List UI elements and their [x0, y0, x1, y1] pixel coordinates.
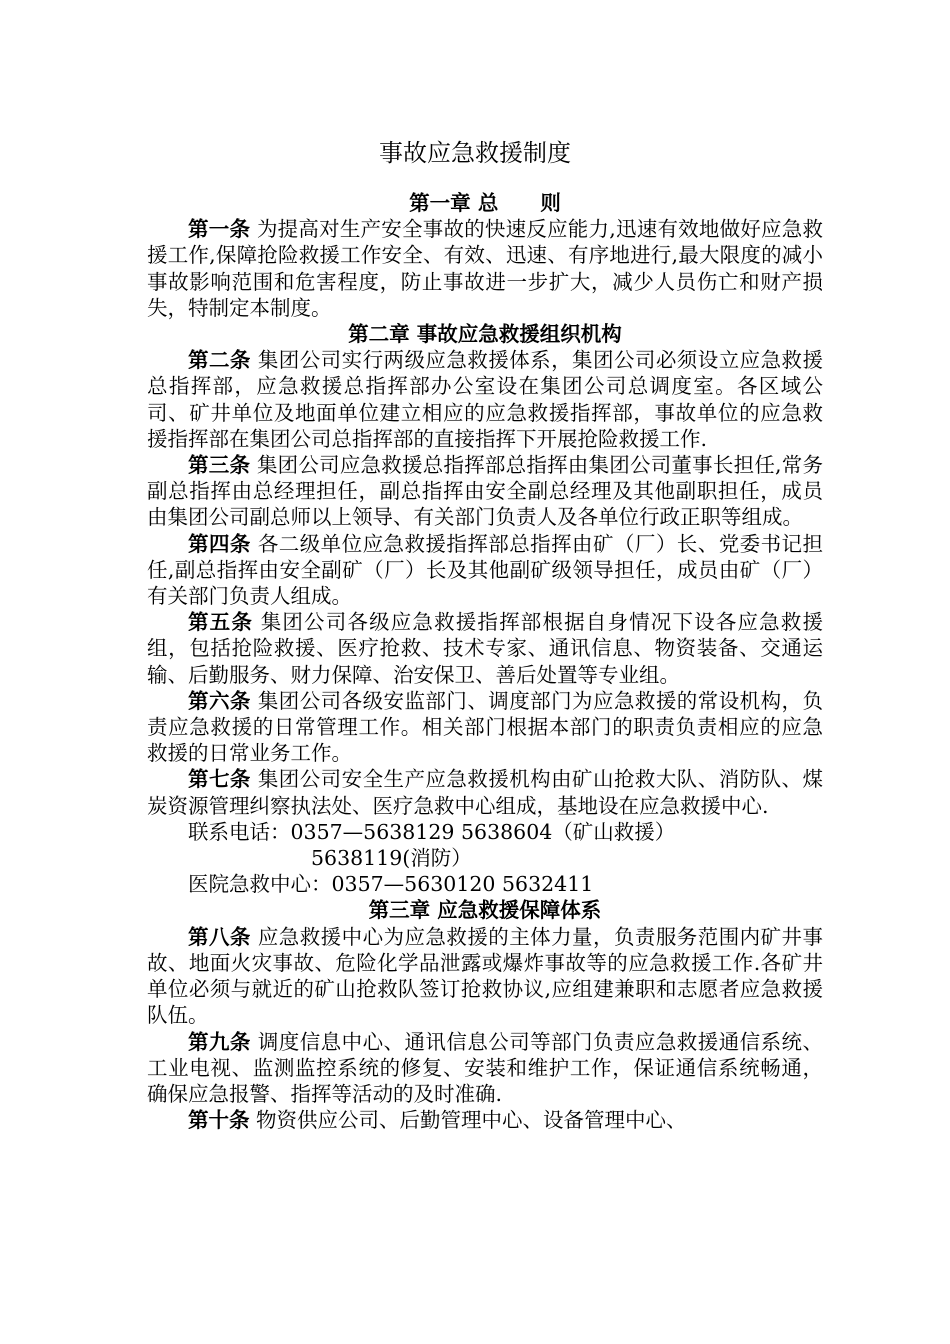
article-number: 第八条	[188, 924, 251, 949]
article-6	[147, 688, 823, 767]
article-text: 应急救援中心为应急救援的主体力量，负责服务范围内矿井事故、地面火灾事故、危险化学品泄露或爆炸事故等的应急救援工作.各矿井单位必须与就近的矿山抢救队签订抢救协议,应组建兼职和志愿者应急救援队伍。	[147, 924, 823, 1028]
chapter-1-title-a: 总	[477, 191, 499, 215]
contact-hospital-line: 医院急救中心：0357—5630120 5632411	[188, 872, 594, 897]
article-text: 各二级单位应急救援指挥部总指挥由矿（厂）长、党委书记担任,副总指挥由安全副矿（厂）长及其他副矿级领导担任，成员由矿（厂）有关部门负责人组成。	[147, 531, 823, 609]
article-text: 集团公司各级应急救援指挥部根据自身情况下设各应急救援组，包括抢险救援、医疗抢救、技术专家、通讯信息、物资装备、交通运输、后勤服务、财力保障、治安保卫、善后处置等专业组。	[147, 610, 824, 687]
chapter-1-heading	[147, 190, 823, 216]
article-9	[147, 1029, 823, 1108]
article-number: 第四条	[188, 531, 251, 556]
article-8	[147, 924, 823, 1029]
contact-phone-line: 联系电话：0357—5638129 5638604（矿山救援）	[188, 819, 676, 844]
document-body	[147, 190, 823, 1133]
article-text: 集团公司实行两级应急救援体系，集团公司必须设立应急救援总指挥部，应急救援总指挥部办公室设在集团公司总调度室。各区域公司、矿井单位及地面单位建立相应的应急救援指挥部，事故单位的应急救援指挥部在集团公司总指挥部的直接指挥下开展抢险救援工作.	[147, 348, 823, 451]
article-3	[147, 452, 823, 531]
article-7	[147, 766, 823, 818]
contact-fire-line: 5638119(消防）	[311, 846, 472, 871]
article-4	[147, 531, 823, 610]
chapter-1-title-b: 则	[540, 191, 561, 215]
article-text: 物资供应公司、后勤管理中心、设备管理中心、	[256, 1108, 687, 1133]
article-5	[147, 609, 823, 688]
article-10	[147, 1107, 823, 1133]
article-number: 第七条	[188, 767, 251, 792]
chapter-3-heading: 第三章 应急救援保障体系	[368, 898, 602, 923]
article-text: 为提高对生产安全事故的快速反应能力,迅速有效地做好应急救援工作,保障抢险救援工作安全、有效、迅速、有序地进行,最大限度的减小事故影响范围和危害程度，防止事故进一步扩大，减少人员伤亡和财产损失，特制定本制度。	[147, 217, 824, 320]
article-number: 第一条	[188, 217, 251, 242]
article-number: 第二条	[188, 348, 251, 373]
article-number: 第十条	[188, 1108, 250, 1133]
article-1	[147, 216, 823, 321]
article-number: 第六条	[188, 688, 251, 713]
article-number: 第九条	[188, 1029, 251, 1054]
chapter-1-number: 第一章	[409, 191, 471, 215]
document-title: 事故应急救援制度	[379, 139, 571, 167]
article-2	[147, 347, 823, 452]
article-number: 第五条	[188, 610, 254, 635]
article-text: 集团公司各级安监部门、调度部门为应急救援的常设机构，负责应急救援的日常管理工作。相关部门根据本部门的职责负责相应的应急救援的日常业务工作。	[147, 688, 823, 766]
article-text: 集团公司安全生产应急救援机构由矿山抢救大队、消防队、煤炭资源管理纠察执法处、医疗急救中心组成，基地设在应急救援中心.	[147, 767, 823, 818]
article-text: 集团公司应急救援总指挥部总指挥由集团公司董事长担任,常务副总指挥由总经理担任，副总指挥由安全副总经理及其他副职担任，成员由集团公司副总师以上领导、有关部门负责人及各单位行政正职等组成。	[147, 453, 824, 530]
article-text: 调度信息中心、通讯信息公司等部门负责应急救援通信系统、工业电视、监测监控系统的修复、安装和维护工作，保证通信系统畅通，确保应急报警、指挥等活动的及时准确.	[147, 1029, 823, 1106]
article-number: 第三条	[188, 453, 251, 478]
chapter-2-heading: 第二章 事故应急救援组织机构	[348, 322, 622, 347]
